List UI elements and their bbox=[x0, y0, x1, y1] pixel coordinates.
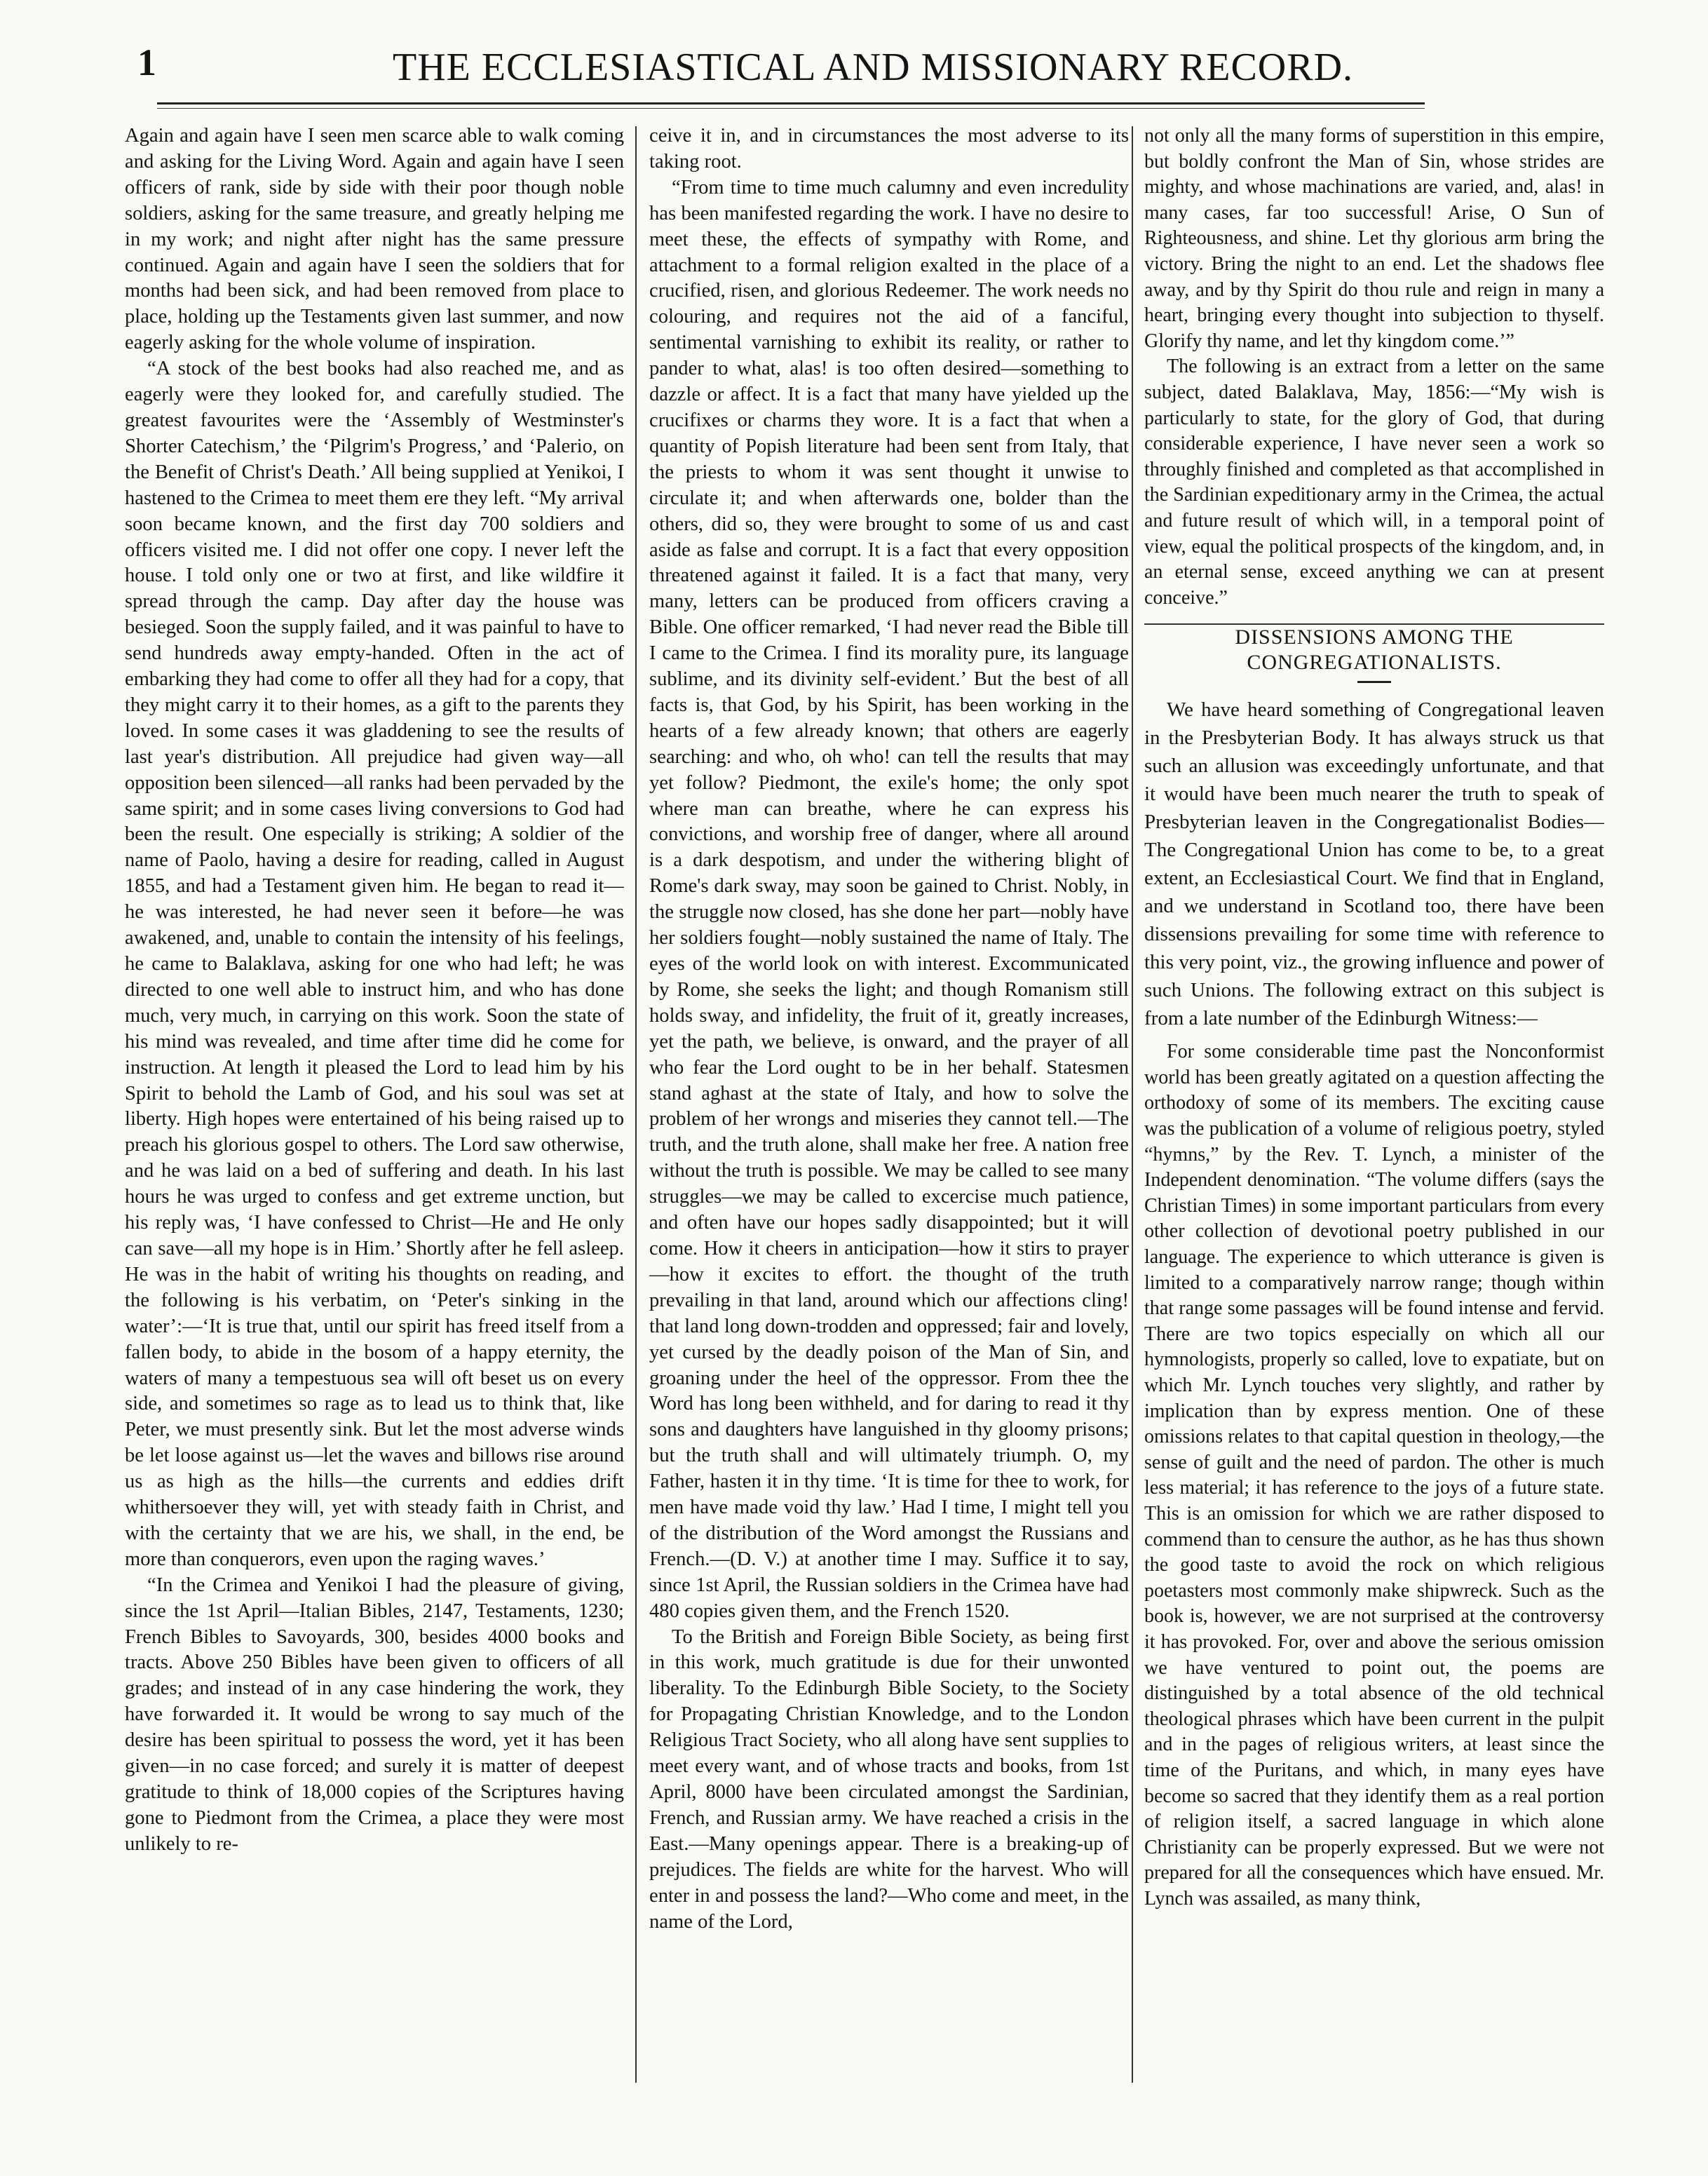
paragraph: The following is an extract from a letter on the same subject, dated Balaklava, May, 1856:—“My wish is particularly to state, for the glory of God, that during considerable experience, I have never seen a work so throughly finished and completed as that accomplished in the Sardinian expeditionary army in the Crimea, the actual and future result of which will, in a temporal point of view, equal the political prospects of the kingdom, and, in an eternal sense, exceed anything we can at present conceive.” bbox=[1144, 356, 1604, 609]
paragraph: not only all the many forms of superstition in this empire, but boldly confront the Man of Sin, whose strides are mighty, and whose machinations are varied, and, alas! in many cases, far too successful! Arise, O Sun of Righteousness, and shine. Let thy glorious arm bring the victory. Bring the night to an end. Let the shadows flee away, and by thy Spirit do thou rule and reign in many a heart, bringing every thought into subjection to thyself. Glorify thy name, and let thy kingdom come.’” bbox=[1144, 125, 1604, 352]
paragraph: “From time to time much calumny and even incredulity has been manifested regarding the work. I have no desire to meet these, the effects of sympathy with Rome, and attachment to a formal religion exalted in the place of a crucified, risen, and glorious Redeemer. The work needs no colouring, and requires not the aid of a fanciful, sentimental varnishing to exhibit its reality, or rather to pander to what, alas! is too often desired—something to dazzle or affect. It is a fact that many have yielded up the crucifixes or charms they wore. It is a fact that when a quantity of Popish literature had been sent from Italy, that the priests to whom it was sent thought it unwise to circulate it; and when afterwards one, bolder than the others, did so, they were brought to some of us and cast aside as false and corrupt. It is a fact that every opposition threatened against it failed. It is a fact that many, very many, letters can be produced from officers craving a Bible. One officer remarked, ‘I had never read the Bible till I came to the Crimea. I find its morality pure, its language sublime, and its divinity self-evident.’ But the best of all facts is, that God, by his Spirit, has been working in the hearts of a few already known; that others are eagerly searching: and who, oh who! can tell the results that may yet follow? Piedmont, the exile's home; the only spot where man can breathe, where he can express his convictions, and worship free of danger, where all around is a dark despotism, and under the withering blight of Rome's dark sway, may soon be gained to Christ. Nobly, in the struggle now closed, has she done her part—nobly have her soldiers fought—nobly sustained the name of Italy. The eyes of the world look on with interest. Excommunicated by Rome, she seeks the light; and though Romanism still holds sway, and infidelity, the fruit of it, greatly increases, yet the path, we believe, is onward, and the prayer of all who fear the Lord ought to be in her behalf. Statesmen stand aghast at the state of Italy, and how to solve the problem of her wrongs and miseries they cannot tell.—The truth, and the truth alone, shall make her free. A nation free without the truth is possible. We may be called to see many struggles—we may be called to excercise much patience, and often have our hopes sadly disappointed; but it will come. How it cheers in anticipation—how it stirs to prayer—how it excites to effort. the thought of the truth prevailing in that land, around which our affections cling! that land long down-trodden and oppressed; fair and lovely, yet cursed by the deadly poison of the Man of Sin, and groaning under the heel of the oppressor. From thee the Word has long been withheld, and for daring to read it thy sons and daughters have languished in thy gloomy prisons; but the truth shall and will ultimately triumph. O, my Father, hasten it in thy time. ‘It is time for thee to work, for men have made void thy law.’ Had I time, I might tell you of the distribution of the Word amongst the Russians and French.—(D. V.) at another time I may. Suffice it to say, since 1st April, the Russian soldiers in the Crimea have had 480 copies given them, and the French 1520. bbox=[649, 176, 1129, 1622]
heading-dash bbox=[1357, 681, 1391, 683]
header-rule bbox=[157, 102, 1425, 104]
column-1 bbox=[125, 123, 624, 2087]
paragraph: We have heard something of Congregational leaven in the Presbyterian Body. It has always struck us that such an allusion was exceedingly unfortunate, and that it would have been much nearer the truth to speak of Presbyterian leaven in the Congregationalist Bodies—The Congregational Union has come to be, to a great extent, an Ecclesiastical Court. We find that in England, and we understand in Scotland too, there have been dissensions prevailing for some time with reference to this very point, viz., the growing influence and power of such Unions. The following extract on this subject is from a late number of the Edinburgh Witness:— bbox=[1144, 698, 1604, 1030]
paragraph: For some considerable time past the Nonconformist world has been greatly agitated on a question affecting the orthodoxy of some of its members. The exciting cause was the publication of a volume of religious poetry, styled “hymns,” by the Rev. T. Lynch, a minister of the Independent denomination. “The volume differs (says the Christian Times) in some important particulars from every other collection of devotional poetry published in our language. The experience to which utterance is given is limited to a comparatively narrow range; though within that range some passages will be found intense and fervid. There are two topics especially on which all our hymnologists, properly so called, love to expatiate, but on which Mr. Lynch touches very slightly, and rather by implication than by express mention. One of these omissions relates to that capital question in theology,—the sense of guilt and the need of pardon. The other is much less material; it has reference to the joys of a future state. This is an omission for which we are rather disposed to commend than to censure the author, as he has thus shown the good taste to avoid the rock on which religious poetasters most commonly make shipwreck. Such as the book is, however, we are not surprised at the controversy it has provoked. For, over and above the serious omission we have ventured to point out, the poems are distinguished by a total absence of the old technical theological phrases which have been current in the pulpit and in the pages of religious writers, at least since the time of the Puritans, and which, in many eyes have become so sacred that they identify them as a real portion of religion itself, a sacred language in which alone Christianity can be properly expressed. But we were not prepared for all the consequences which have ensued. Mr. Lynch was assailed, as many think, bbox=[1144, 1041, 1604, 1910]
page-number: 1 bbox=[137, 41, 156, 83]
masthead-title: THE ECCLESIASTICAL AND MISSIONARY RECORD. bbox=[393, 46, 1354, 89]
column-3 bbox=[1144, 123, 1604, 2087]
paragraph: “In the Crimea and Yenikoi I had the pleasure of giving, since the 1st April—Italian Bibles, 2147, Testaments, 1230; French Bibles to Savoyards, 300, besides 4000 books and tracts. Above 250 Bibles have been given to officers of all grades; and instead of in any case hindering the work, they have forwarded it. It would be wrong to say much of the desire has been spiritual to possess the word, yet it has been given—in no case forced; and surely it is matter of deepest gratitude to think of 18,000 copies of the Scriptures having gone to Piedmont from the Crimea, a place they were most unlikely to re- bbox=[125, 1574, 624, 1855]
column-divider bbox=[1132, 126, 1133, 2083]
paragraph: Again and again have I seen men scarce able to walk coming and asking for the Living Word. Again and again have I seen officers of rank, side by side with their poor though noble soldiers, asking for the same treasure, and greatly helping me in my work; and night after night has the same pressure continued. Again and again have I seen the soldiers that for months had been sick, and had been removed from place to place, holding up the Testaments given last summer, and now eagerly asking for the whole volume of inspiration. bbox=[125, 125, 624, 354]
section-heading: DISSENSIONS AMONG THE CONGREGATIONALISTS. bbox=[1235, 626, 1514, 675]
column-2 bbox=[649, 123, 1129, 2087]
header-rule-thin bbox=[157, 108, 1425, 109]
column-divider bbox=[635, 126, 637, 2083]
paragraph: To the British and Foreign Bible Society, as being first in this work, much gratitude is due for their unwonted liberality. To the Edinburgh Bible Society, to the Society for Propagating Christian Knowledge, and to the London Religious Tract Society, who all along have sent supplies to meet every want, and of whose tracts and books, from 1st April, 8000 have been circulated amongst the Sardinian, French, and Russian army. We have reached a crisis in the East.—Many openings appear. There is a breaking-up of prejudices. The fields are white for the harvest. Who will enter in and possess the land?—Who come and meet, in the name of the Lord, bbox=[649, 1626, 1129, 1933]
paragraph: ceive it in, and in circumstances the most adverse to its taking root. bbox=[649, 125, 1129, 173]
paragraph: “A stock of the best books had also reached me, and as eagerly were they looked for, and carefully studied. The greatest favourites were the ‘Assembly of Westminster's Shorter Catechism,’ the ‘Pilgrim's Progress,’ and ‘Palerio, on the Benefit of Christ's Death.’ All being supplied at Yenikoi, I hastened to the Crimea to meet them ere they left. “My arrival soon became known, and the first day 700 soldiers and officers visited me. I did not offer one copy. I never left the house. I told only one or two at first, and like wildfire it spread through the camp. Day after day the house was besieged. Soon the supply failed, and it was painful to have to send hundreds away empty-handed. Often in the act of embarking they had come to offer all they had for a copy, that they might carry it to their homes, as a gift to the parents they loved. In some cases it was gladdening to see the results of last year's distribution. All prejudice had given way—all opposition been silenced—all ranks had been pervaded by the same spirit; and in some cases living conversions to God had been the result. One especially is striking; A soldier of the name of Paolo, having a desire for reading, called in August 1855, and had a Testament given him. He began to read it—he was interested, he had never seen it before—he was awakened, and, unable to contain the intensity of his feelings, he came to Balaklava, asking for one who had left; he was directed to one well able to instruct him, and who has done much, very much, in carrying on this work. Soon the state of his mind was revealed, and time after time did he come for instruction. At length it pleased the Lord to lead him by his Spirit to behold the Lamb of God, and his soul was set at liberty. High hopes were entertained of his being raised up to preach his glorious gospel to others. The Lord saw otherwise, and he was laid on a bed of suffering and death. In his last hours he was urged to confess and get extreme unction, but his reply was, ‘I have confessed to Christ—He and He only can save—all my hope is in Him.’ Shortly after he fell asleep. He was in the habit of writing his thoughts on reading, and the following is his verbatim, on ‘Peter's sinking in the water’:—‘It is true that, until our spirit has freed itself from a fallen body, to abide in the bosom of a happy eternity, the waters of many a tempestuous sea will oft beset us on every side, and sometimes so rage as to lead us to think that, like Peter, we must presently sink. But let the most adverse winds be let loose against us—let the waves and billows rise around us as high as the hills—the currents and eddies drift whithersoever they will, yet with steady faith in Christ, and with the certainty that we are his, we shall, in the end, be more than conquerors, even upon the raging waves.’ bbox=[125, 358, 624, 1570]
